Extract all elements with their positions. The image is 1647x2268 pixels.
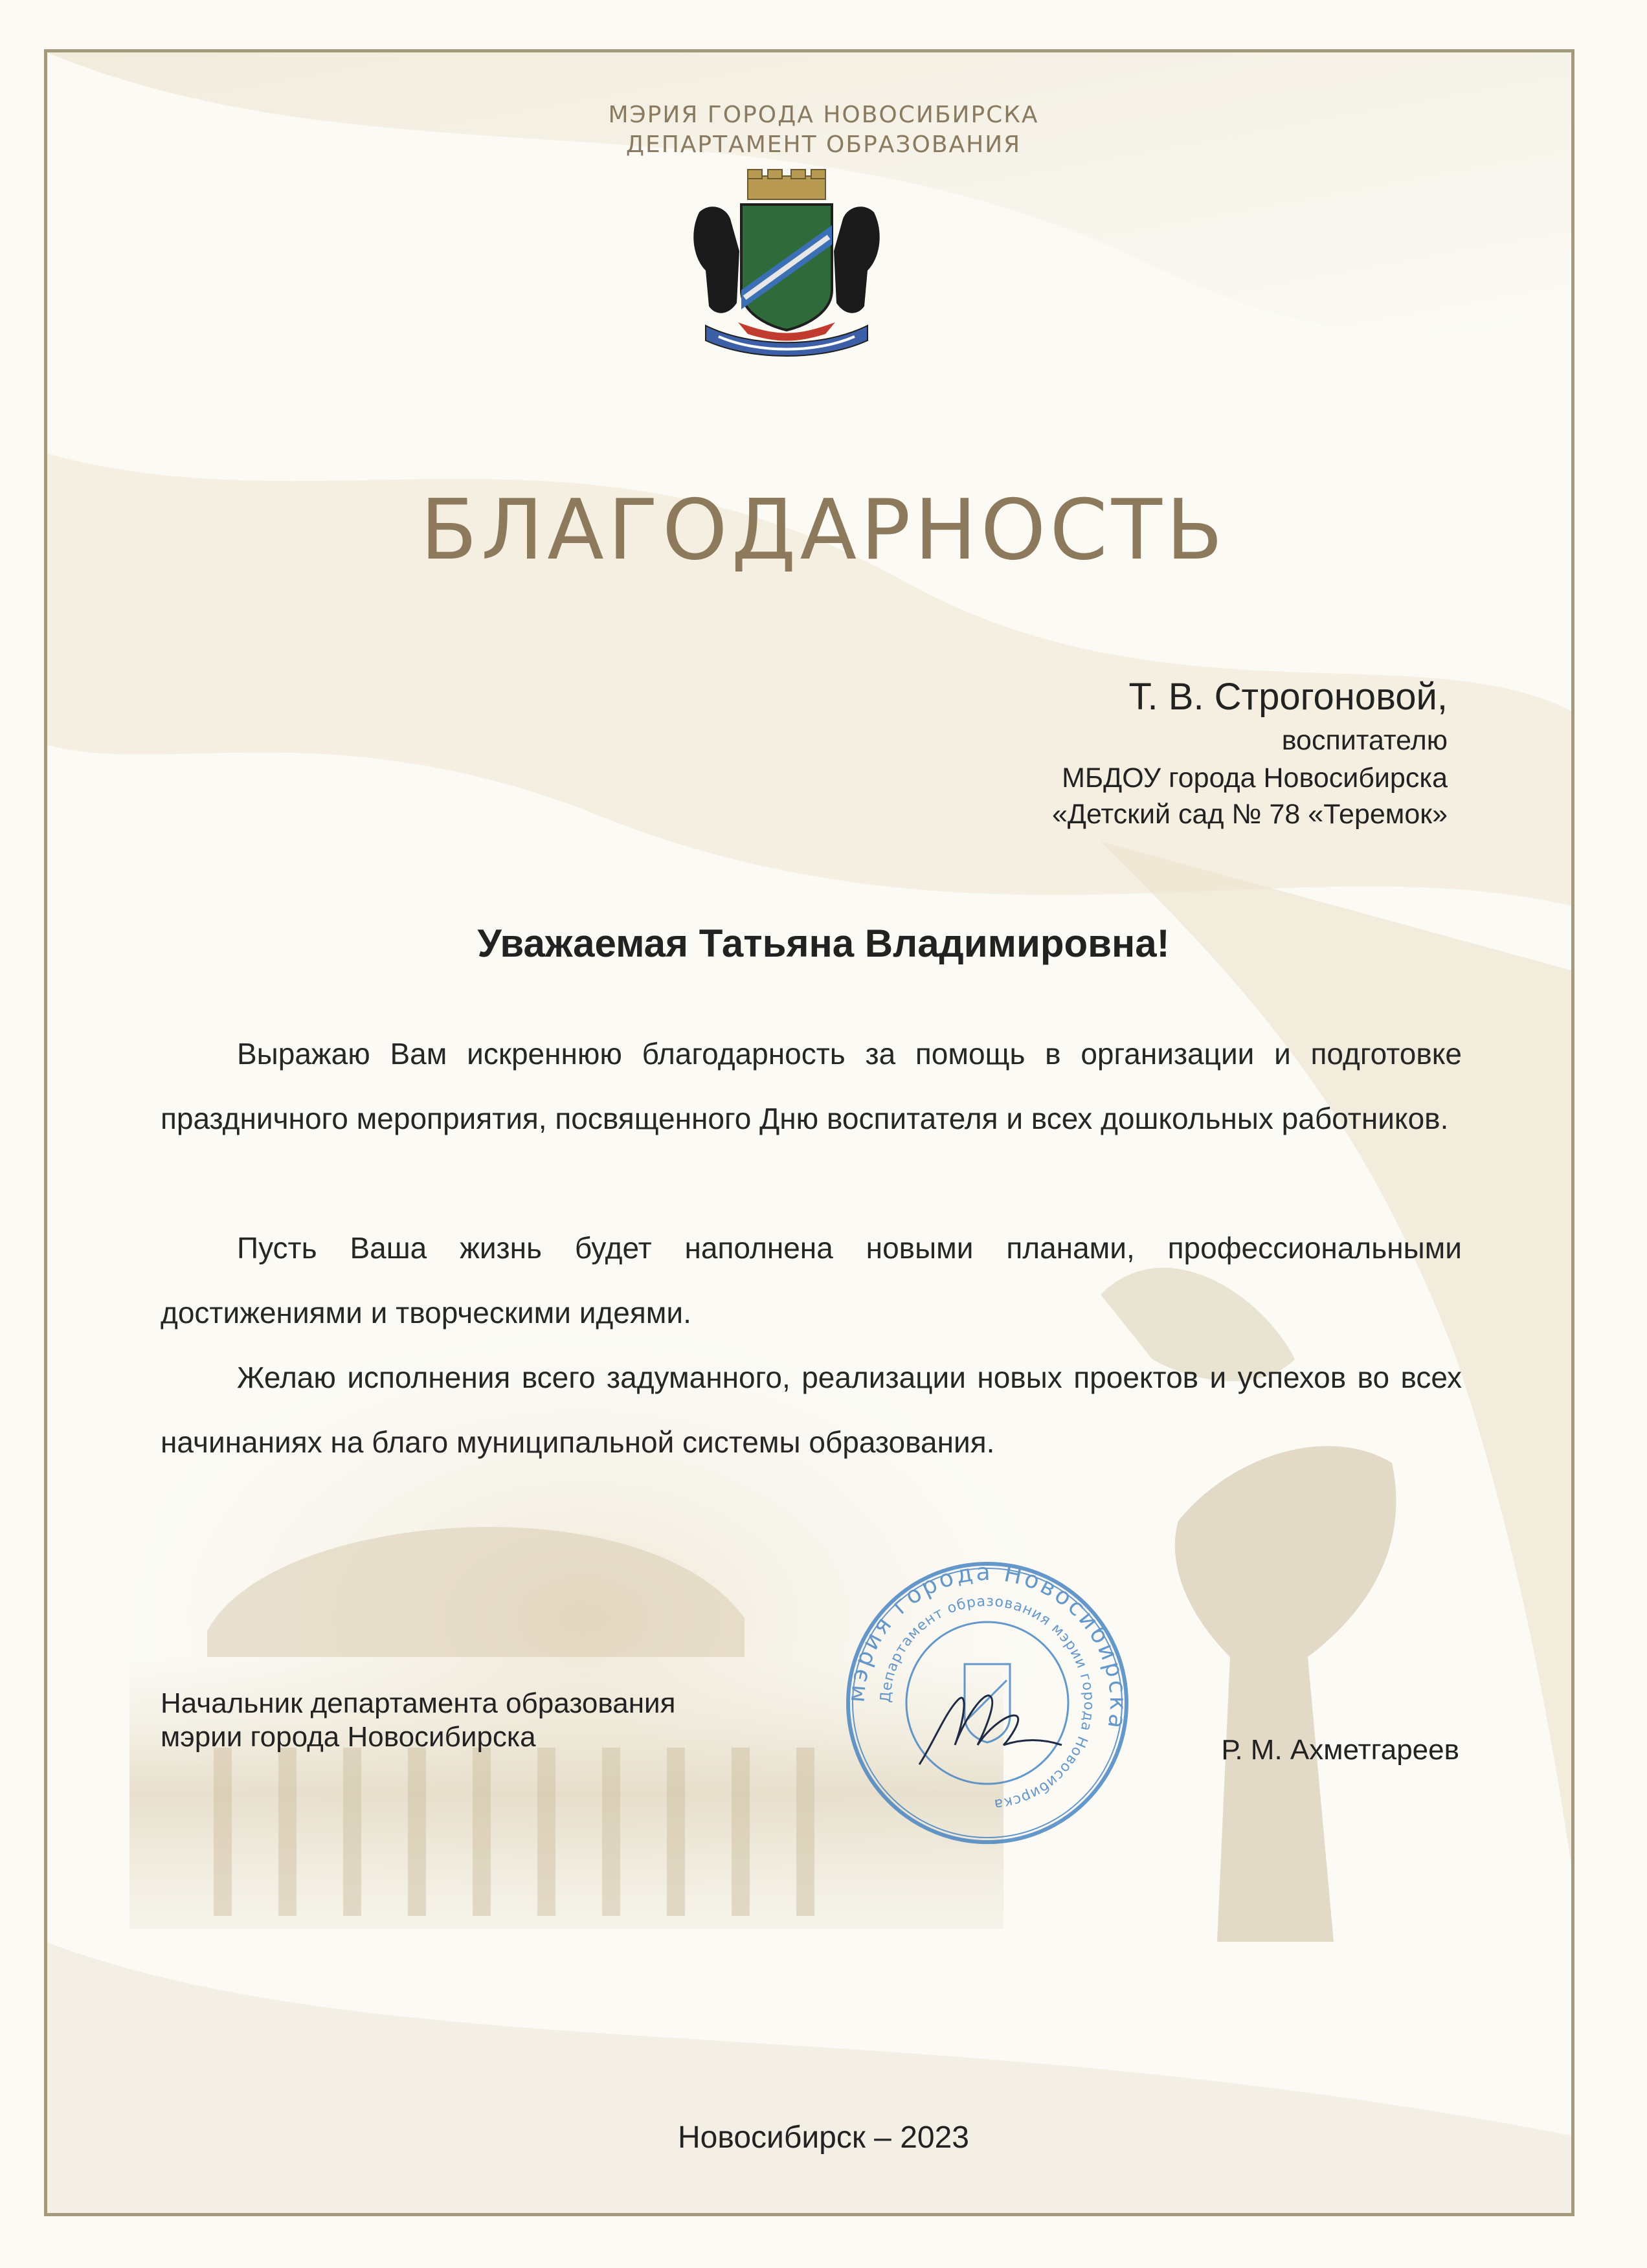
addressee-position: воспитателю bbox=[1281, 725, 1448, 756]
official-stamp bbox=[835, 1551, 1139, 1855]
svg-text:Департамент образования мэрии bbox=[878, 1594, 1097, 1812]
city-year: Новосибирск – 2023 bbox=[678, 2120, 969, 2155]
signatory-position-line2: мэрии города Новосибирска bbox=[161, 1721, 536, 1753]
organization-name: МЭРИЯ ГОРОДА НОВОСИБИРСКА bbox=[608, 102, 1039, 128]
addressee-kindergarten: «Детский сад № 78 «Теремок» bbox=[1051, 799, 1448, 830]
paragraph-text: Пусть Ваша жизнь будет наполнена новыми планами, профессиональными достижениями и творческими идеями. bbox=[161, 1231, 1462, 1329]
body-paragraph-1 bbox=[161, 1021, 1462, 1151]
body-paragraph-2 bbox=[161, 1216, 1462, 1345]
signatory-name: Р. М. Ахметгареев bbox=[1221, 1734, 1459, 1766]
novosibirsk-coat-of-arms-icon bbox=[680, 167, 893, 373]
greeting: Уважаемая Татьяна Владимировна! bbox=[477, 922, 1170, 965]
signatory-position bbox=[161, 1687, 675, 1754]
document-title: БЛАГОДАРНОСТЬ bbox=[420, 482, 1227, 579]
paragraph-text: Выражаю Вам искреннюю благодарность за помощь в организации и подготовке праздничного мероприятия, посвященного Дню воспитателя и всех дошкольных работников. bbox=[161, 1037, 1462, 1135]
department-name: ДЕПАРТАМЕНТ ОБРАЗОВАНИЯ bbox=[625, 131, 1022, 158]
paragraph-text: Желаю исполнения всего задуманного, реализации новых проектов и успехов во всех начинаниях на благо муниципальной системы образования. bbox=[161, 1361, 1462, 1459]
body-paragraph-3 bbox=[161, 1345, 1462, 1474]
addressee-name: Т. В. Строгоновой, bbox=[1128, 676, 1448, 718]
stamp-inner-text: Департамент образования мэрии города Новосибирска bbox=[877, 1593, 1097, 1812]
signatory-position-line1: Начальник департамента образования bbox=[161, 1687, 676, 1719]
stamp-outer-text: мэрия города Новосибирска bbox=[843, 1559, 1132, 1733]
addressee-organization: МБДОУ города Новосибирска bbox=[1062, 762, 1448, 794]
